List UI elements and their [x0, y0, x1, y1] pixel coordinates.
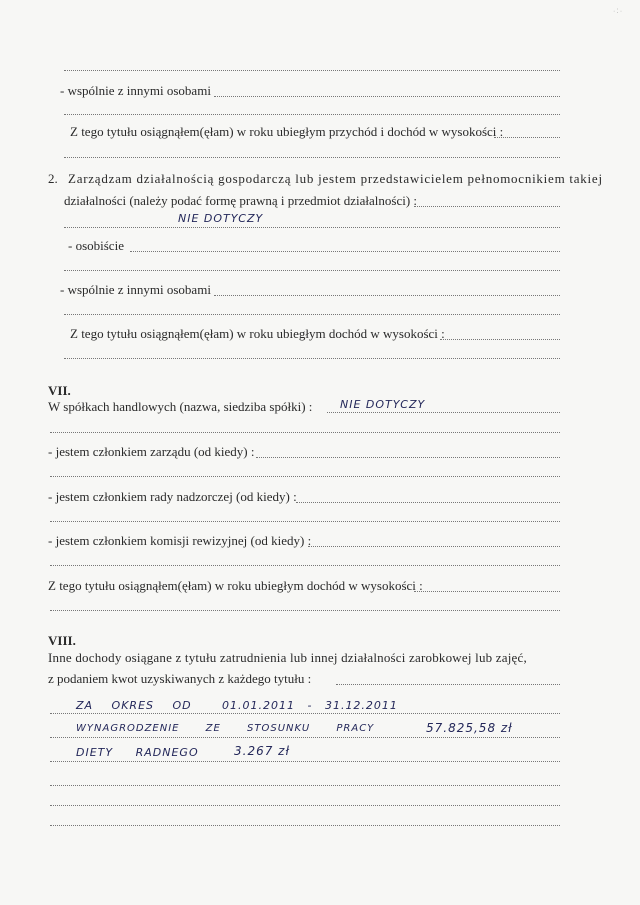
- dotted-line: [50, 610, 560, 611]
- dotted-line: [64, 157, 560, 158]
- dotted-line: [64, 314, 560, 315]
- dotted-line: [414, 591, 560, 592]
- item-number: 2.: [48, 171, 58, 186]
- dotted-line: [50, 785, 560, 786]
- dotted-line: [50, 805, 560, 806]
- dotted-line: [214, 295, 560, 296]
- board-member-label: - jestem członkiem zarządu (od kiedy) :: [48, 444, 255, 459]
- dotted-line: [440, 339, 560, 340]
- dotted-line: [327, 412, 560, 413]
- dotted-line: [256, 457, 560, 458]
- income-label: Z tego tytułu osiągnąłem(ęłam) w roku ubiegłym dochód w wysokości :: [48, 578, 423, 593]
- section7-text: W spółkach handlowych (nazwa, siedziba spółki) :: [48, 399, 313, 414]
- personally-label: - osobiście: [68, 238, 124, 253]
- dotted-line: [64, 270, 560, 271]
- dotted-line: [50, 825, 560, 826]
- section8-text-line1: Inne dochody osiągane z tytułu zatrudnienia lub innej działalności zarobkowej lub zajęć,: [48, 650, 527, 665]
- dotted-line: [336, 684, 560, 685]
- scan-specks: · ⁚ ·: [613, 9, 622, 15]
- dotted-line: [494, 137, 560, 138]
- dotted-line: [50, 476, 560, 477]
- dotted-line: [64, 70, 560, 71]
- handwritten-answer: NIE DOTYCZY: [340, 398, 426, 411]
- handwritten-allowance-label: DIETY RADNEGO: [76, 746, 199, 759]
- dotted-line: [50, 737, 560, 738]
- section-heading: VII.: [48, 383, 71, 398]
- handwritten-answer: NIE DOTYCZY: [178, 212, 264, 225]
- dotted-line: [50, 565, 560, 566]
- jointly-label: - wspólnie z innymi osobami: [60, 282, 211, 297]
- income-label: Z tego tytułu osiągnąłem(ęłam) w roku ubiegłym przychód i dochód w wysokości :: [70, 124, 504, 139]
- section8-text-line2: z podaniem kwot uzyskiwanych z każdego tytułu :: [48, 671, 312, 686]
- item2-text-line1: Zarządzam działalnością gospodarczą lub jestem przedstawicielem pełnomocnikiem takiej: [68, 171, 603, 186]
- dotted-line: [296, 502, 560, 503]
- jointly-label: - wspólnie z innymi osobami: [60, 83, 211, 98]
- dotted-line: [214, 96, 560, 97]
- dotted-line: [50, 432, 560, 433]
- item2-text-line2: działalności (należy podać formę prawną i przedmiot działalności) :: [64, 193, 418, 208]
- dotted-line: [64, 227, 560, 228]
- dotted-line: [308, 546, 560, 547]
- dotted-line: [64, 114, 560, 115]
- dotted-line: [64, 358, 560, 359]
- handwritten-salary-label: WYNAGRODZENIE ZE STOSUNKU PRACY: [76, 723, 375, 734]
- dotted-line: [50, 761, 560, 762]
- dotted-line: [130, 251, 560, 252]
- supervisory-member-label: - jestem członkiem rady nadzorczej (od kiedy) :: [48, 489, 297, 504]
- handwritten-period-value: 01.01.2011 - 31.12.2011: [222, 699, 398, 712]
- handwritten-period-label: ZA OKRES OD: [76, 699, 192, 712]
- dotted-line: [50, 713, 560, 714]
- audit-member-label: - jestem członkiem komisji rewizyjnej (od kiedy) :: [48, 533, 312, 548]
- dotted-line: [414, 206, 560, 207]
- income-label: Z tego tytułu osiągnąłem(ęłam) w roku ubiegłym dochód w wysokości :: [70, 326, 445, 341]
- section-heading: VIII.: [48, 633, 76, 648]
- dotted-line: [50, 521, 560, 522]
- handwritten-salary-value: 57.825,58 zł: [426, 721, 513, 735]
- handwritten-allowance-value: 3.267 zł: [234, 744, 290, 758]
